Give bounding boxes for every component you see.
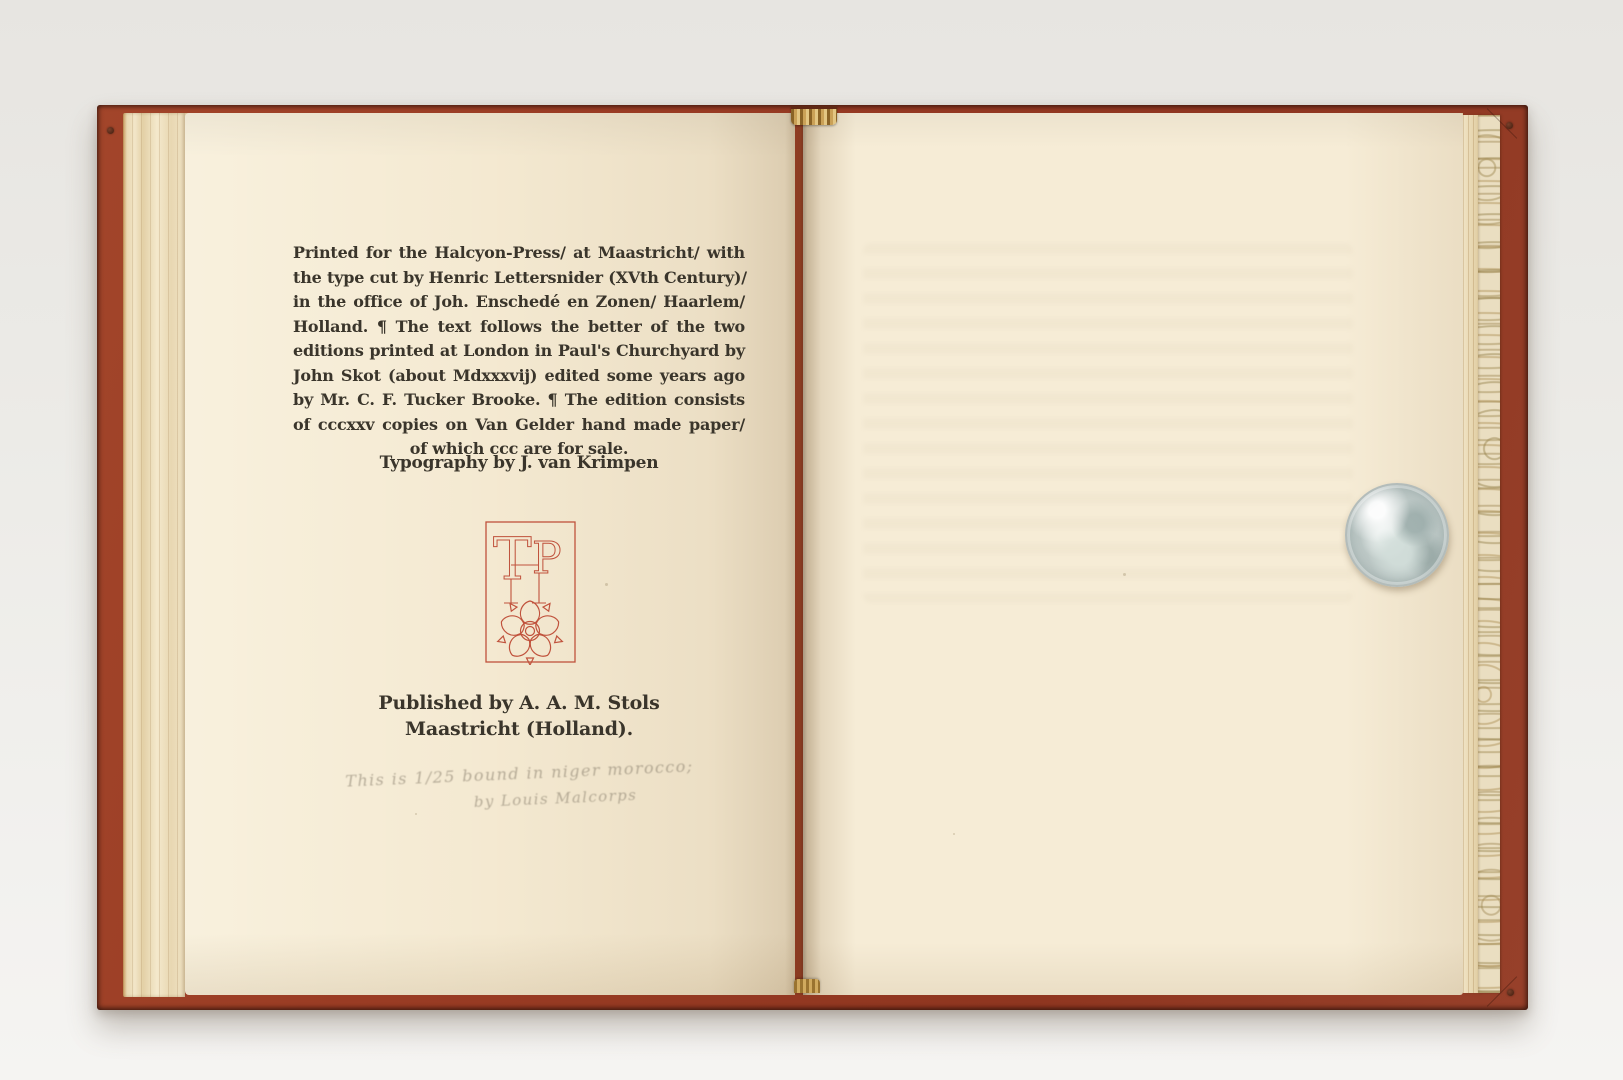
monogram-letter-p: P	[532, 533, 562, 584]
halcyon-press-device	[483, 519, 578, 665]
monogram-letter-t: T	[493, 525, 532, 593]
publisher-line: Maastricht (Holland).	[405, 718, 633, 740]
typography-credit: Typography by J. van Krimpen	[379, 453, 659, 473]
colophon-line: Holland. ¶ The text follows the better of the two	[293, 316, 745, 336]
publisher-imprint	[293, 690, 745, 742]
open-book	[97, 105, 1528, 1010]
headband	[791, 106, 837, 125]
inscription-line: by Louis Malcorps	[473, 785, 638, 812]
corner-brad	[107, 127, 114, 134]
colophon-line: editions printed at London in Paul's Churchyard by	[293, 341, 745, 360]
paper-speck	[1123, 573, 1126, 576]
colophon-line: Printed for the Halcyon-Press/ at Maastricht/ with	[293, 243, 745, 262]
paper-speck	[415, 813, 417, 815]
colophon-text	[293, 241, 745, 462]
paper-speck	[605, 583, 608, 586]
silver-medallion	[1345, 483, 1449, 587]
colophon-line: by Mr. C. F. Tucker Brooke. ¶ The edition consists	[293, 390, 745, 409]
paper-speck	[953, 833, 955, 835]
monogram-thp-icon	[493, 525, 562, 603]
marbled-endpaper	[1478, 115, 1500, 993]
colophon-line: John Skot (about Mdxxxvij) edited some years ago	[293, 365, 745, 385]
showthrough-text	[863, 243, 1353, 603]
inscription-line: This is 1/25 bound in niger morocco;	[344, 756, 694, 791]
printers-mark-svg	[483, 519, 578, 665]
colophon-line: in the office of Joh. Enschedé en Zonen/ Haarlem/	[293, 292, 745, 311]
tudor-rose-icon	[497, 601, 564, 665]
corner-brad	[1507, 989, 1514, 996]
pencil-inscription	[324, 753, 716, 822]
deckle-page-edges-left	[123, 113, 185, 997]
right-page-fore-edge	[1463, 115, 1478, 993]
colophon-line: of cccxxv copies on Van Gelder hand made paper/	[293, 414, 745, 434]
colophon-line: of which ccc are for sale.	[409, 439, 629, 458]
left-page-colophon	[185, 113, 795, 995]
tailband	[794, 979, 820, 993]
publisher-line: Published by A. A. M. Stols	[378, 692, 660, 714]
colophon-line: the type cut by Henric Lettersnider (XVth Century)/	[293, 267, 747, 287]
